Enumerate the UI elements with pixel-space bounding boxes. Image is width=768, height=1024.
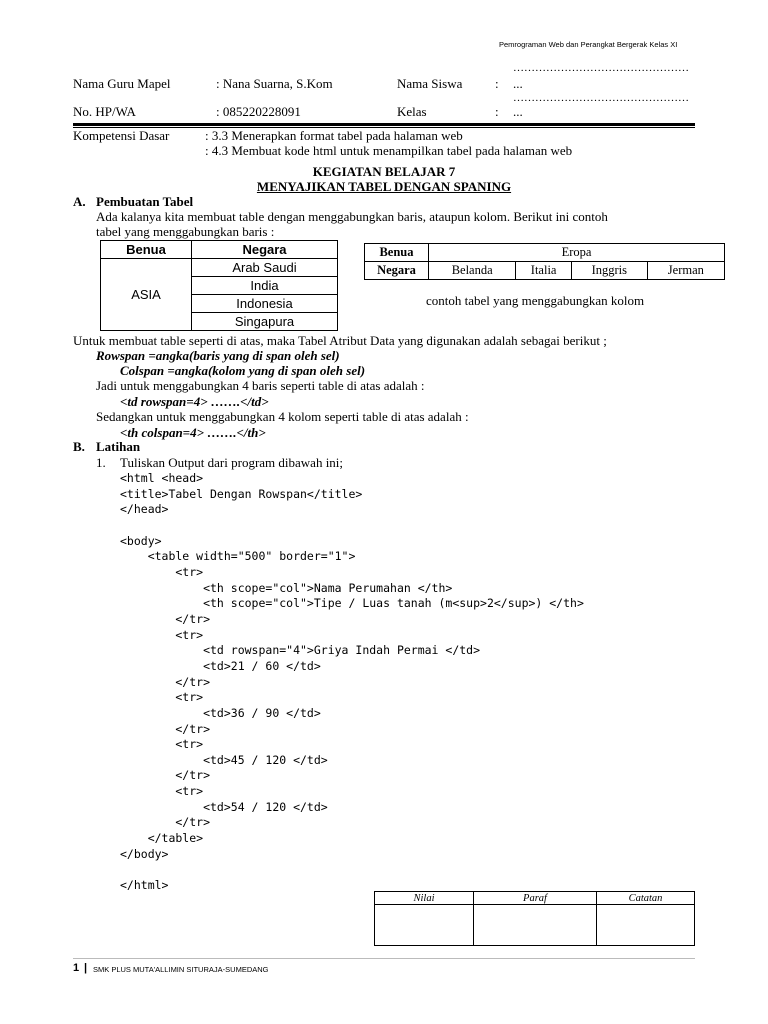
code-line xyxy=(120,518,584,534)
code-line: <table width="500" border="1"> xyxy=(120,549,356,564)
table-row xyxy=(101,241,338,259)
country-cell: Belanda xyxy=(429,262,516,280)
title-line-2: MENYAJIKAN TABEL DENGAN SPANING xyxy=(256,179,512,194)
header-nilai: Nilai xyxy=(375,892,474,905)
country-cell: Jerman xyxy=(647,262,724,280)
footer-separator: | xyxy=(84,962,88,974)
code-line: </table> xyxy=(120,831,204,846)
rows-note: Jadi untuk menggabungkan 4 baris seperti table di atas adalah : xyxy=(96,378,425,393)
code-line: </tr> xyxy=(120,674,211,689)
code-line: </tr> xyxy=(120,721,211,736)
section-a-intro-1: Ada kalanya kita membuat table dengan menggabungkan baris, ataupun kolom. Berikut ini contoh xyxy=(96,209,608,224)
dots-line-1: ………………………………………… xyxy=(513,62,689,74)
guru-label: Nama Guru Mapel xyxy=(73,76,171,91)
table-row xyxy=(375,892,695,905)
code-line: <td>54 / 120 </td> xyxy=(120,799,328,814)
running-header: Pemrograman Web dan Perangkat Bergerak Kelas XI xyxy=(499,40,678,49)
code-line: </tr> xyxy=(120,611,211,626)
rowspan-definition: Rowspan =angka(baris yang di span oleh sel) xyxy=(96,348,340,363)
code-line: <tr> xyxy=(120,627,204,642)
country-cell: Arab Saudi xyxy=(192,259,338,277)
section-b-marker: B. xyxy=(73,439,85,454)
header-catatan: Catatan xyxy=(597,892,695,905)
country-cell: Singapura xyxy=(192,313,338,331)
code-line: <html <head> xyxy=(120,471,204,485)
code-line: <title>Tabel Dengan Rowspan</title> xyxy=(120,486,363,501)
siswa-label: Nama Siswa xyxy=(397,76,463,91)
code-line: <body> xyxy=(120,533,162,548)
table-row xyxy=(365,262,725,280)
kd-label: Kompetensi Dasar xyxy=(73,128,170,143)
section-a-marker: A. xyxy=(73,194,86,209)
code-line: <tr> xyxy=(120,690,204,705)
header-benua: Benua xyxy=(101,241,192,259)
nilai-cell[interactable] xyxy=(375,905,474,946)
code-listing xyxy=(120,471,584,894)
catatan-cell[interactable] xyxy=(597,905,695,946)
code-line: <th scope="col">Tipe / Luas tanah (m<sup>2</sup>) </th> xyxy=(120,596,584,611)
code-line: </html> xyxy=(120,878,169,893)
code-line: </tr> xyxy=(120,815,211,830)
country-cell: India xyxy=(192,277,338,295)
header-benua: Benua xyxy=(365,244,429,262)
section-a-intro-2: tabel yang menggabungkan baris : xyxy=(96,224,275,239)
question-number: 1. xyxy=(96,455,106,470)
table2-caption: contoh tabel yang menggabungkan kolom xyxy=(426,293,645,308)
code-line xyxy=(120,862,584,878)
kd-line-1: : 3.3 Menerapkan format tabel pada halaman web xyxy=(205,128,463,143)
kelas-value: ... xyxy=(513,104,523,119)
cols-note: Sedangkan untuk menggabungkan 4 kolom seperti table di atas adalah : xyxy=(96,409,469,424)
footer-rule xyxy=(73,958,695,959)
rowspan-example-table xyxy=(100,240,338,331)
country-cell: Indonesia xyxy=(192,295,338,313)
hp-label: No. HP/WA xyxy=(73,104,136,119)
continent-cell: Eropa xyxy=(429,244,725,262)
country-cell: Italia xyxy=(516,262,572,280)
code-line: <td rowspan="4">Griya Indah Permai </td> xyxy=(120,643,481,658)
section-a-heading: Pembuatan Tabel xyxy=(96,194,194,209)
title-line-1: KEGIATAN BELAJAR 7 xyxy=(312,164,456,179)
header-paraf: Paraf xyxy=(474,892,597,905)
table-row xyxy=(365,244,725,262)
question-text: Tuliskan Output dari program dibawah ini; xyxy=(120,455,344,470)
code-line: <tr> xyxy=(120,737,204,752)
footer-school: SMK PLUS MUTA'ALLIMIN SITURAJA-SUMEDANG xyxy=(93,965,269,974)
cols-code: <th colspan=4> …….</th> xyxy=(120,425,266,440)
code-line: <tr> xyxy=(120,564,204,579)
table-row xyxy=(101,259,338,277)
table-row xyxy=(375,905,695,946)
siswa-colon: : xyxy=(495,76,499,91)
code-line: <tr> xyxy=(120,784,204,799)
colspan-example-table xyxy=(364,243,725,280)
kelas-colon: : xyxy=(495,104,499,119)
hp-value: : 085220228091 xyxy=(216,104,301,119)
code-line: <td>45 / 120 </td> xyxy=(120,752,328,767)
header-rule-thick xyxy=(73,123,695,126)
section-b-heading: Latihan xyxy=(96,439,141,454)
explain-text: Untuk membuat table seperti di atas, maka Tabel Atribut Data yang digunakan adalah sebagai berikut ; xyxy=(73,333,607,348)
code-line: <td>36 / 90 </td> xyxy=(120,705,321,720)
header-negara: Negara xyxy=(365,262,429,280)
kd-line-2: : 4.3 Membuat kode html untuk menampilkan tabel pada halaman web xyxy=(205,143,573,158)
code-line: </tr> xyxy=(120,768,211,783)
colspan-definition: Colspan =angka(kolom yang di span oleh sel) xyxy=(120,363,366,378)
code-line: </body> xyxy=(120,846,169,861)
dots-line-2: ………………………………………… xyxy=(513,92,689,104)
country-cell: Inggris xyxy=(571,262,647,280)
kelas-label: Kelas xyxy=(397,104,427,119)
paraf-cell[interactable] xyxy=(474,905,597,946)
code-line: <td>21 / 60 </td> xyxy=(120,658,321,673)
header-negara: Negara xyxy=(192,241,338,259)
group-cell: ASIA xyxy=(101,259,192,331)
code-line: </head> xyxy=(120,502,169,517)
rows-code: <td rowspan=4> …….</td> xyxy=(120,394,269,409)
code-line: <th scope="col">Nama Perumahan </th> xyxy=(120,580,453,595)
grade-table xyxy=(374,891,695,946)
siswa-value: ... xyxy=(513,76,523,91)
page-number: 1 xyxy=(73,962,80,974)
guru-value: : Nana Suarna, S.Kom xyxy=(216,76,333,91)
